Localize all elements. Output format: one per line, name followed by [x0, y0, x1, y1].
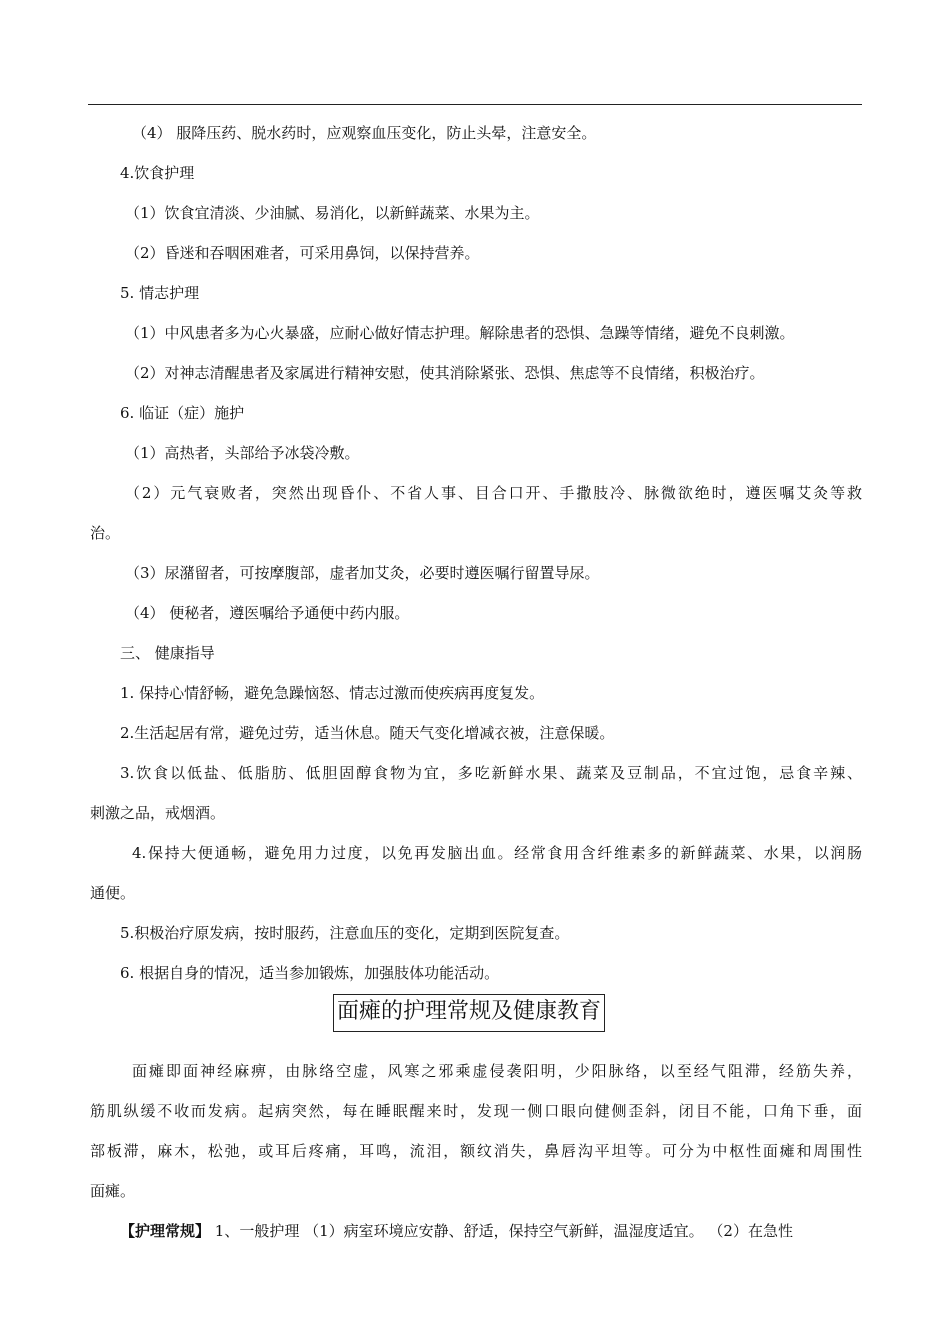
paragraph: （1）中风患者多为心火暴盛，应耐心做好情志护理。解除患者的恐惧、急躁等情绪，避免不良刺激。	[125, 324, 795, 342]
guidance-item: 2.生活起居有常，避免过劳，适当休息。随天气变化增减衣被，注意保暖。	[120, 724, 615, 742]
section-heading: 4.饮食护理	[120, 164, 195, 182]
paragraph: （3）尿潴留者，可按摩腹部，虚者加艾灸，必要时遵医嘱行留置导尿。	[125, 564, 600, 582]
paragraph: （1）高热者，头部给予冰袋冷敷。	[125, 444, 360, 462]
section-heading: 5. 情志护理	[120, 284, 200, 302]
care-heading: 【护理常规】	[120, 1222, 211, 1240]
paragraph-continuation: 治。	[90, 524, 121, 542]
section-heading: 三、 健康指导	[120, 644, 215, 662]
paragraph: （2）昏迷和吞咽困难者，可采用鼻饲，以保持营养。	[125, 244, 480, 262]
section-heading: 6. 临证（症）施护	[120, 404, 245, 422]
document-body	[90, 118, 862, 1256]
paragraph: （4） 服降压药、脱水药时，应观察血压变化，防止头晕，注意安全。	[132, 124, 597, 142]
intro-paragraph: 面瘫。	[90, 1182, 136, 1200]
intro-paragraph: 筋肌纵缓不收而发病。起病突然，每在睡眠醒来时，发现一侧口眼向健侧歪斜，闭目不能，口角下垂，面	[90, 1102, 862, 1120]
paragraph: （4） 便秘者，遵医嘱给予通便中药内服。	[125, 604, 410, 622]
care-text: 1、一般护理 （1）病室环境应安静、舒适，保持空气新鲜，温湿度适宜。 （2）在急性	[210, 1222, 793, 1240]
intro-paragraph: 面瘫即面神经麻痹，由脉络空虚，风寒之邪乘虚侵袭阳明，少阳脉络，以至经气阻滞，经筋失养，	[132, 1062, 862, 1080]
guidance-item: 5.积极治疗原发病，按时服药，注意血压的变化，定期到医院复查。	[120, 924, 570, 942]
guidance-item: 3.饮食以低盐、低脂肪、低胆固醇食物为宜，多吃新鲜水果、蔬菜及豆制品，不宜过饱，忌食辛辣、	[120, 764, 862, 782]
paragraph: （2）对神志清醒患者及家属进行精神安慰，使其消除紧张、恐惧、焦虑等不良情绪，积极治疗。	[125, 364, 765, 382]
paragraph: （1）饮食宜清淡、少油腻、易消化，以新鲜蔬菜、水果为主。	[125, 204, 540, 222]
section-title: 面瘫的护理常规及健康教育	[333, 994, 605, 1032]
care-paragraph	[90, 1216, 862, 1256]
guidance-item: 4.保持大便通畅，避免用力过度，以免再发脑出血。经常食用含纤维素多的新鲜蔬菜、水果，以润肠	[132, 844, 862, 862]
guidance-item: 1. 保持心情舒畅，避免急躁恼怒、情志过激而使疾病再度复发。	[120, 684, 545, 702]
intro-paragraph: 部板滞，麻木，松弛，或耳后疼痛，耳鸣，流泪，额纹消失，鼻唇沟平坦等。可分为中枢性面瘫和周围性	[90, 1142, 862, 1160]
guidance-item-continuation: 刺激之品，戒烟酒。	[90, 804, 226, 822]
guidance-item-continuation: 通便。	[90, 884, 136, 902]
section-title-wrap	[90, 998, 862, 1056]
guidance-item: 6. 根据自身的情况，适当参加锻炼，加强肢体功能活动。	[120, 964, 500, 982]
paragraph: （2）元气衰败者，突然出现昏仆、不省人事、目合口开、手撒肢冷、脉微欲绝时，遵医嘱艾灸等救	[125, 484, 862, 502]
header-rule	[88, 104, 862, 105]
